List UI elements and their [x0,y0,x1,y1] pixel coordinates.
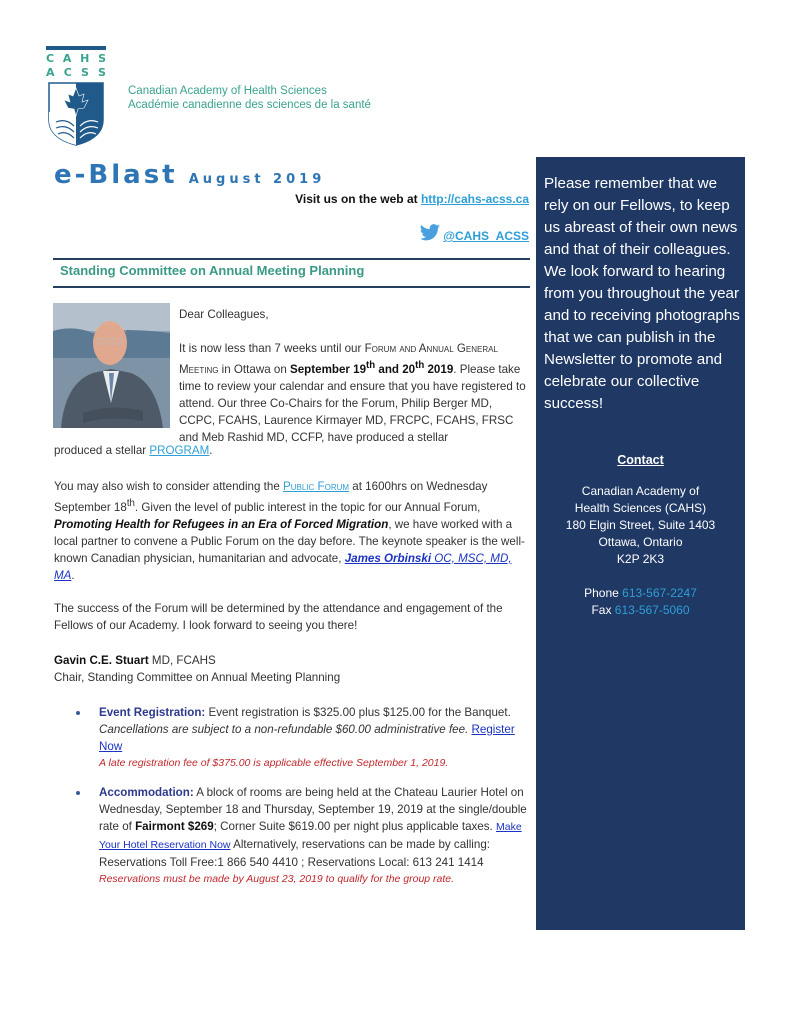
org-name [128,84,371,112]
logo-letter: A [46,66,55,79]
twitter-line [419,223,529,243]
phone-number[interactable]: 613-567-2247 [622,586,697,600]
address-line: K2P 2K3 [616,552,665,566]
paragraph-forum-intro-end [54,442,528,459]
text: at 1600hrs on Wednesday September 18 [54,480,488,514]
text: and 20 [375,362,416,376]
paragraph-public-forum [54,478,528,584]
title-text: e-Blast [54,160,178,190]
text: Alternatively, reservations can be made by calling: Reservations Toll Free:1 866 540 4410 ; Reservations Local: 613 241 1414 [99,838,491,869]
logo-letter: C [46,52,55,65]
forum-title: Promoting Health for Refugees in an Era of Forced Migration [54,517,389,531]
cahs-logo [46,46,106,146]
bullet-icon [76,711,80,715]
address-line: Health Sciences (CAHS) [574,501,707,515]
text: produced a stellar [54,444,150,457]
logo-letters-row2 [46,66,106,79]
text: . Given the level of public interest in the topic for our Annual Forum, [134,500,481,514]
fax-label: Fax [591,603,615,617]
bullet-title: Event Registration: [99,706,206,719]
org-name-fr: Académie canadienne des sciences de la santé [128,99,371,111]
text: 2019 [424,362,454,376]
chair-portrait-photo [53,303,170,428]
signer-name: Gavin C.E. Stuart [54,654,149,667]
address-line: Canadian Academy of [581,484,700,498]
text: A block of rooms are being held at the Chateau Laurier Hotel on Wednesday, September 18 and Thursday, September 19, 2019 at the single/double rate of [99,786,527,833]
text: in Ottawa on [218,362,290,376]
org-name-en: Canadian Academy of Health Sciences [128,85,327,97]
hotel-reservation-link[interactable]: Make Your Hotel Reservation Now [99,821,522,851]
section-title: Standing Committee on Annual Meeting Planning [60,263,365,278]
text: ; Corner Suite $619.00 per night plus applicable taxes. [213,820,496,833]
event-name: Forum and Annual General Meeting [179,342,498,376]
address-line: Ottawa, Ontario [598,535,683,549]
text: You may also wish to consider attending the [54,480,284,493]
public-forum-link[interactable]: Public Forum [283,480,350,493]
list-item-event-registration [78,704,530,772]
reservation-deadline-note: Reservations must be made by August 23, 2019 to qualify for the group rate. [99,873,455,885]
shield-maple-leaf-icon [48,82,104,146]
program-link[interactable]: PROGRAM [149,444,210,457]
cancellation-policy: Cancellations are subject to a non-refundable $60.00 administrative fee. [99,723,469,736]
visit-label: Visit us on the web at [295,192,421,206]
text: , we have worked with a local partner to convene a Public Forum on the day before. The keynote speaker is the well-known Canadian physician, humanitarian and advocate, [54,517,525,565]
event-dates [290,360,454,376]
logo-letter: C [63,66,72,79]
signer-title: Chair, Standing Committee on Annual Meeting Planning [54,671,341,684]
logo-letter: S [98,66,106,79]
text: Event registration is $325.00 plus $125.00 for the Banquet. [205,706,511,719]
list-item-accommodation [78,784,530,888]
text: . Please take time to review your calendar and ensure that you have registered to attend. Our three Co-Chairs for the Forum, Philip Berger MD, CCPC, FCAHS, Laurence Kirmayer MD, FRCPC, FCAHS, FRSC and Meb Rashid MD, CCFP, have produced a stellar [179,362,526,444]
logo-letter: A [62,52,72,65]
sidebar-pitch: Please remember that we rely on our Fellows, to keep us abreast of their own news and that of their colleagues. We look forward to hearing from you throughout the year and to receiving photographs that we can publish in the Newsletter to promote and celebrate our collective success! [544,175,740,412]
logo-letter: S [80,66,89,79]
logo-letter: S [98,52,106,65]
bullet-title: Accommodation: [99,786,194,799]
divider-bottom [53,286,530,288]
text: September 19 [290,362,367,376]
logo-letter: H [80,52,90,65]
bullet-icon [76,791,80,795]
phone-label: Phone [584,586,623,600]
website-line [295,192,529,206]
newsletter-title [54,160,325,190]
contact-phones [536,585,745,619]
logo-letters-row1 [46,52,106,65]
info-list [78,704,530,900]
speaker-credentials: OC, MSC, MD, MA [54,551,512,582]
sup: th [415,360,425,371]
sidebar-panel [536,157,745,930]
twitter-bird-icon[interactable] [419,223,441,243]
sup: th [126,498,135,509]
text: . [209,444,213,457]
hotel-rate: Fairmont $269 [135,820,214,833]
greeting: Dear Colleagues, [179,308,269,321]
text: . [71,568,75,582]
fax-number[interactable]: 613-567-5060 [614,603,690,617]
contact-address [536,483,745,568]
divider-top [53,258,530,260]
paragraph-closing: The success of the Forum will be determined by the attendance and engagement of the Fellows of our Academy. I look forward to seeing you there! [54,602,503,632]
contact-heading: Contact [617,453,664,467]
logo-bar [46,46,106,50]
register-now-link[interactable]: Register Now [99,723,515,753]
portrait-image [53,303,170,428]
twitter-link[interactable]: @CAHS_ACSS [443,229,529,243]
text: It is now less than 7 weeks until our [179,342,365,355]
address-line: 180 Elgin Street, Suite 1403 [565,518,716,532]
website-link[interactable]: http://cahs-acss.ca [420,192,529,206]
signature [54,652,528,686]
signer-credentials: MD, FCAHS [148,654,216,667]
issue-date: August 2019 [188,172,326,187]
speaker-name: James Orbinski [344,551,432,565]
sup: th [366,360,376,371]
paragraph-forum-intro [179,340,531,446]
late-fee-note: A late registration fee of $375.00 is applicable effective September 1, 2019. [99,757,449,769]
